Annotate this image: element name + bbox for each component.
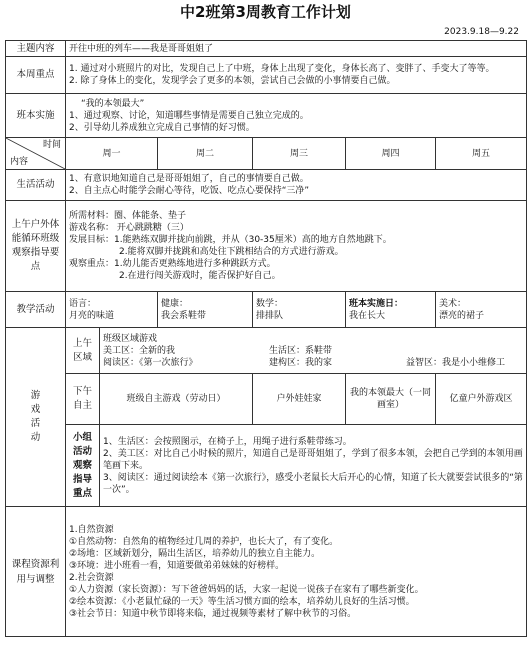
resource-item: 1.自然资源	[69, 524, 114, 535]
outdoor-row	[6, 201, 527, 292]
teaching-subject: 数学：	[256, 298, 284, 309]
resources-label: 课程资源利用与调整	[6, 507, 66, 637]
class-impl-label: 班本实施	[6, 94, 66, 138]
outdoor-content	[66, 201, 527, 292]
games-label	[6, 328, 66, 507]
guide-item: 1、生活区：会按照图示，在椅子上，用绳子进行系鞋带练习。	[103, 436, 352, 447]
zone-item: 生活区：系鞋带	[269, 345, 333, 356]
focus-label: 本周重点	[6, 57, 66, 94]
teaching-label: 教学活动	[6, 292, 66, 328]
life-row	[6, 170, 527, 201]
morning-zone-row	[103, 357, 523, 369]
day-header: 周三	[253, 138, 346, 170]
class-impl-item: 1、通过观察、讨论，知道哪些事情是需要自己独立完成的。	[69, 110, 309, 121]
guide-label-text: 小组活动观察指导重点	[72, 431, 92, 499]
time-label: 时间	[42, 140, 61, 150]
resource-item: 2.社会资源	[69, 572, 114, 583]
teaching-topic: 排排队	[256, 310, 284, 321]
class-impl-item: 2、引导幼儿养成独立完成自己事情的好习惯。	[69, 122, 255, 133]
zone-item: 美工区：全新的我	[103, 345, 176, 356]
games-label-text: 游戏活动	[30, 390, 41, 443]
resource-item: ②场地：区域新划分，隔出生活区，培养幼儿的独立自主能力。	[69, 548, 321, 559]
afternoon-label-text: 下午自主	[72, 386, 92, 411]
focus-content	[66, 57, 527, 94]
teaching-cell	[436, 292, 527, 328]
outdoor-item: 游戏名称： 开心跳跳糖（三）	[69, 223, 189, 233]
teaching-subject: 美术：	[439, 298, 467, 309]
teaching-subject: 班本实施日：	[349, 298, 404, 309]
zone-item: 阅读区：《第一次旅行》	[103, 357, 198, 368]
life-label: 生活活动	[6, 170, 66, 201]
outdoor-label: 上午户外体能循环班级观察指导要点	[6, 201, 66, 292]
day-header: 周二	[158, 138, 253, 170]
teaching-topic: 月亮的味道	[69, 310, 115, 321]
day-header: 周五	[436, 138, 527, 170]
life-item: 2、自主点心时能学会耐心等待，吃饭、吃点心要保持“三净”	[69, 186, 310, 196]
teaching-cell	[346, 292, 436, 328]
teaching-cell	[158, 292, 253, 328]
morning-label-text: 上午区域	[72, 337, 92, 363]
guide-label	[66, 425, 100, 507]
focus-item: 2. 除了身体上的变化，发现学会了更多的本领，尝试自己会做的小事情要自己做。	[69, 76, 396, 86]
life-item: 1、有意识地知道自己是哥哥姐姐了，自己的事情要自己做。	[69, 174, 309, 184]
guide-content	[100, 425, 527, 507]
resources-row	[6, 507, 527, 637]
teaching-subject: 语言：	[69, 298, 97, 309]
teaching-topic: 漂亮的裙子	[439, 310, 485, 321]
morning-label	[66, 328, 100, 374]
day-header: 周一	[66, 138, 158, 170]
games-afternoon-row	[6, 374, 527, 425]
resource-item: ②绘本资源：《小老鼠忙碌的一天》等生活习惯方面的绘本，培养幼儿良好的生活习惯。	[69, 596, 415, 607]
theme-label: 主题内容	[6, 41, 66, 57]
teaching-topic: 我在长大	[349, 310, 386, 321]
games-guide-row	[6, 425, 527, 507]
resource-item: ③社会节日：知道中秋节即将来临，通过视频等素材了解中秋节的习俗。	[69, 608, 357, 619]
focus-row	[6, 57, 527, 94]
page-title: 中2班第3周教育工作计划	[180, 3, 351, 21]
morning-title: 班级区域游戏	[103, 333, 158, 344]
life-content	[66, 170, 527, 201]
outdoor-item: 2.能将双脚并拢跳和高处往下跳相结合的方式进行游戏。	[119, 247, 344, 257]
resource-item: ①人力资源（家长资源）：写下爸爸妈妈的话，大家一起说一说孩子在家有了哪些新变化。	[69, 584, 424, 595]
outdoor-item: 所需材料：圈、体能条、垫子	[69, 211, 187, 221]
guide-item: 3、阅读区：通过阅读绘本《第一次旅行》，感受小老鼠长大后开心的心情，知道了长大就要尝试很多的“第一次”。	[103, 472, 523, 495]
zone-item: 益智区：我是小小维修工	[406, 357, 506, 368]
class-impl-item: “我的本领最大”	[81, 98, 145, 109]
zone-item: 建构区：我的家	[269, 357, 333, 368]
teaching-cell	[66, 292, 158, 328]
outdoor-item: 观察重点：1.幼儿能否更熟练地进行多种跳跃方式。	[69, 259, 276, 269]
afternoon-item: 户外娃娃家	[253, 374, 346, 425]
time-content-diagonal-cell	[6, 138, 66, 170]
week-header-row	[6, 138, 527, 170]
day-header: 周四	[346, 138, 436, 170]
morning-zone-row	[103, 345, 523, 357]
class-impl-content	[66, 94, 527, 138]
outdoor-item: 2.在进行闯关游戏时，能否保护好自己。	[119, 271, 281, 281]
games-morning-row	[6, 328, 527, 374]
date-range: 2023.9.18—9.22	[444, 27, 519, 37]
resource-item: ①自然动物：自然角的植物经过几周的养护，也长大了，有了变化。	[69, 536, 339, 547]
teaching-cell	[253, 292, 346, 328]
morning-content	[100, 328, 527, 374]
resources-content	[66, 507, 527, 637]
afternoon-item: 我的本领最大（一同画室）	[346, 374, 436, 425]
afternoon-item: 班级自主游戏（劳动日）	[100, 374, 253, 425]
teaching-topic: 我会系鞋带	[161, 310, 207, 321]
guide-item: 2、美工区：对比自己小时候的照片，知道自己是哥哥姐姐了，学到了很多本领，会把自己学到的本领用画笔画下来。	[103, 448, 523, 471]
content-label: 内容	[10, 157, 29, 167]
teaching-row	[6, 292, 527, 328]
outdoor-item: 发展目标：1.能熟练双脚并拢向前跳，并从（30-35厘米）高的地方自然地跳下。	[69, 235, 392, 245]
resource-item: ③环境：进小班看一看，知道要做弟弟妹妹的好榜样。	[69, 560, 285, 571]
theme-row	[6, 41, 527, 57]
class-impl-row	[6, 94, 527, 138]
afternoon-item: 亿童户外游戏区	[436, 374, 527, 425]
theme-value: 开往中班的列车——我是哥哥姐姐了	[66, 41, 527, 57]
plan-table	[5, 40, 527, 637]
focus-item: 1. 通过对小班照片的对比，发现自己上了中班，身体上出现了变化，身体长高了、变胖了、手变大了等等。	[69, 64, 495, 74]
teaching-subject: 健康：	[161, 298, 189, 309]
afternoon-label	[66, 374, 100, 425]
